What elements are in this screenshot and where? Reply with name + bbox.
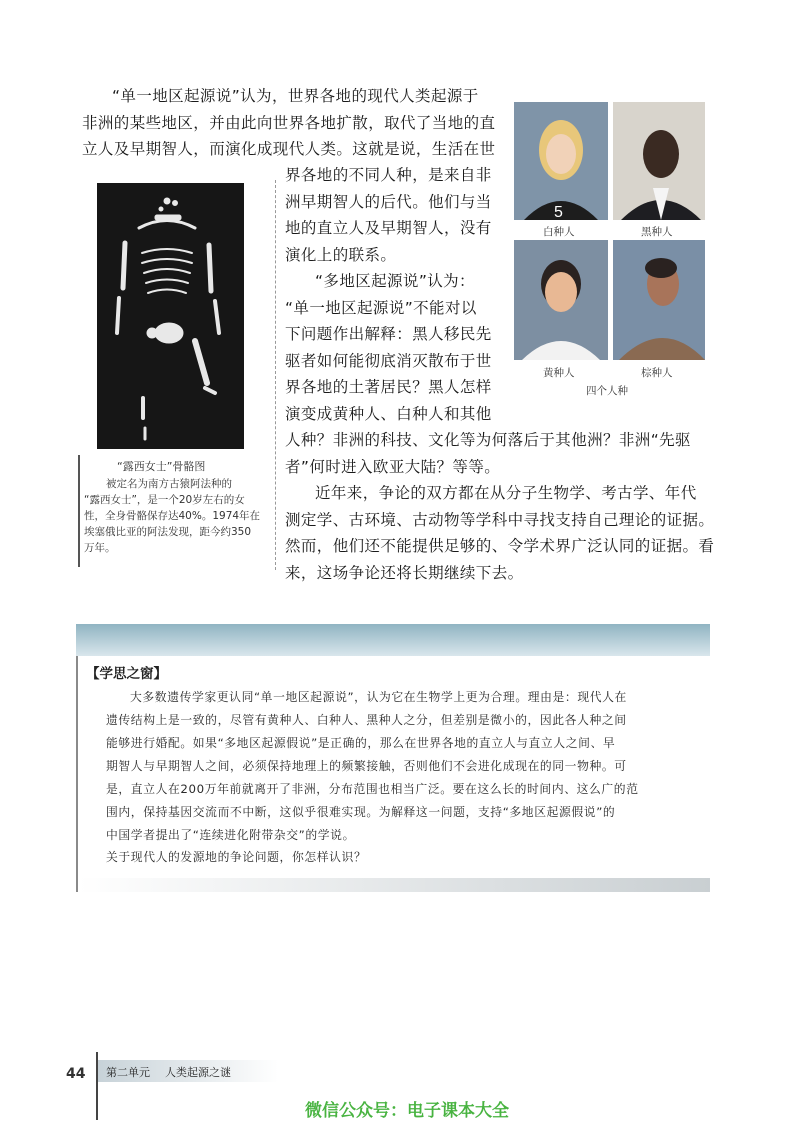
unit-title: 人类起源之谜 (165, 1066, 231, 1079)
unit-label (106, 1064, 231, 1080)
study-window-title: 【学思之窗】 (86, 666, 167, 682)
study-window-text (106, 686, 639, 847)
text-line: 测定学、古环境、古动物等学科中寻找支持自己理论的证据。 (285, 510, 715, 529)
text-line: 近年来，争论的双方都在从分子生物学、考古学、年代 (315, 484, 697, 502)
text-line: 者”何时进入欧亚大陆？等等。 (285, 457, 501, 476)
text-line: 来，这场争论还将长期继续下去。 (285, 563, 524, 582)
label-black: 黑种人 (641, 226, 673, 238)
text-line: 地的直立人及早期智人，没有 (285, 219, 492, 237)
unit-number: 第二单元 (106, 1066, 150, 1079)
note-line: 被定名为南方古猿阿法种的 (106, 478, 232, 490)
box-line: 能够进行婚配。如果“多地区起源假说”是正确的，那么在世界各地的直立人与直立人之间、早 (106, 736, 616, 750)
label-yellow: 黄种人 (543, 367, 575, 379)
study-window-question: 关于现代人的发源地的争论问题，你怎样认识？ (106, 850, 367, 864)
text-line: “单一地区起源说”认为，世界各地的现代人类起源于 (112, 87, 479, 105)
portrait-icon (613, 102, 705, 220)
note-line: 万年。 (84, 542, 116, 554)
note-rule (78, 455, 80, 567)
portrait-icon (514, 102, 608, 220)
text-line: 然而，他们还不能提供足够的、令学术界广泛认同的证据。看 (285, 537, 715, 555)
text-line: 洲早期智人的后代。他们与当 (285, 192, 492, 211)
study-window-rule (76, 656, 78, 892)
svg-text:5: 5 (554, 204, 563, 220)
skeleton-icon (97, 183, 244, 449)
photo-white-person (514, 102, 608, 220)
column-divider (275, 180, 276, 570)
lucy-skeleton-photo (97, 183, 244, 449)
note-line: 性，全身骨骼保存达40%。1974年在 (84, 510, 261, 522)
photo-black-person (613, 102, 705, 220)
text-line: 驱者如何能彻底消灭散布于世 (285, 351, 492, 370)
box-line: 是，直立人在200万年前就离开了非洲，分布范围也相当广泛。要在这么长的时间内、这么广的范 (106, 782, 639, 796)
portrait-icon (613, 240, 705, 360)
text-line: 非洲的某些地区，并由此向世界各地扩散，取代了当地的直 (82, 113, 496, 132)
photo-brown-person (613, 240, 705, 360)
page-number: 44 (66, 1066, 86, 1082)
text-line: 人种？非洲的科技、文化等为何落后于其他洲？非洲“先驱 (285, 431, 691, 449)
box-line: 大多数遗传学家更认同“单一地区起源说”，认为它在生物学上更为合理。理由是：现代人在 (130, 690, 627, 704)
note-line: “露西女士”，是一个20岁左右的女 (84, 494, 245, 506)
study-window-header (76, 624, 710, 656)
text-line: 演化上的联系。 (285, 245, 397, 264)
text-line: “单一地区起源说”不能对以 (285, 298, 477, 317)
lucy-caption: “露西女士”骨骼图 (117, 460, 206, 473)
text-line: 下问题作出解释：黑人移民先 (285, 325, 492, 343)
box-line: 围内，保持基因交流而不中断，这似乎很难实现。为解释这一问题，支持“多地区起源假说”的 (106, 805, 616, 819)
paragraph-single-origin (82, 83, 495, 163)
lucy-note (84, 476, 260, 556)
watermark-text: 微信公众号：电子课本大全 (305, 1101, 509, 1121)
label-brown: 棕种人 (641, 367, 673, 379)
portrait-icon (514, 240, 608, 360)
study-window-bottom (78, 878, 710, 892)
photo-yellow-person (514, 240, 608, 360)
box-line: 中国学者提出了“连续进化附带杂交”的学说。 (106, 828, 355, 842)
text-line: 界各地的土著居民？黑人怎样 (285, 378, 492, 396)
box-line: 期智人与早期智人之间，必须保持地理上的频繁接触，否则他们不会进化成现在的同一物种。可 (106, 759, 627, 773)
label-white: 白种人 (543, 226, 575, 238)
races-caption: 四个人种 (586, 385, 628, 397)
text-line: 立人及早期智人，而演化成现代人类。这就是说，生活在世 (82, 140, 496, 158)
box-line: 遗传结构上是一致的，尽管有黄种人、白种人、黑种人之分，但差别是微小的，因此各人种之间 (106, 713, 627, 727)
text-line: “多地区起源说”认为： (315, 272, 475, 290)
text-line: 演变成黄种人、白种人和其他 (285, 404, 492, 423)
note-line: 埃塞俄比亚的阿法发现，距今约350 (84, 526, 252, 538)
text-line: 界各地的不同人种，是来自非 (285, 166, 492, 184)
